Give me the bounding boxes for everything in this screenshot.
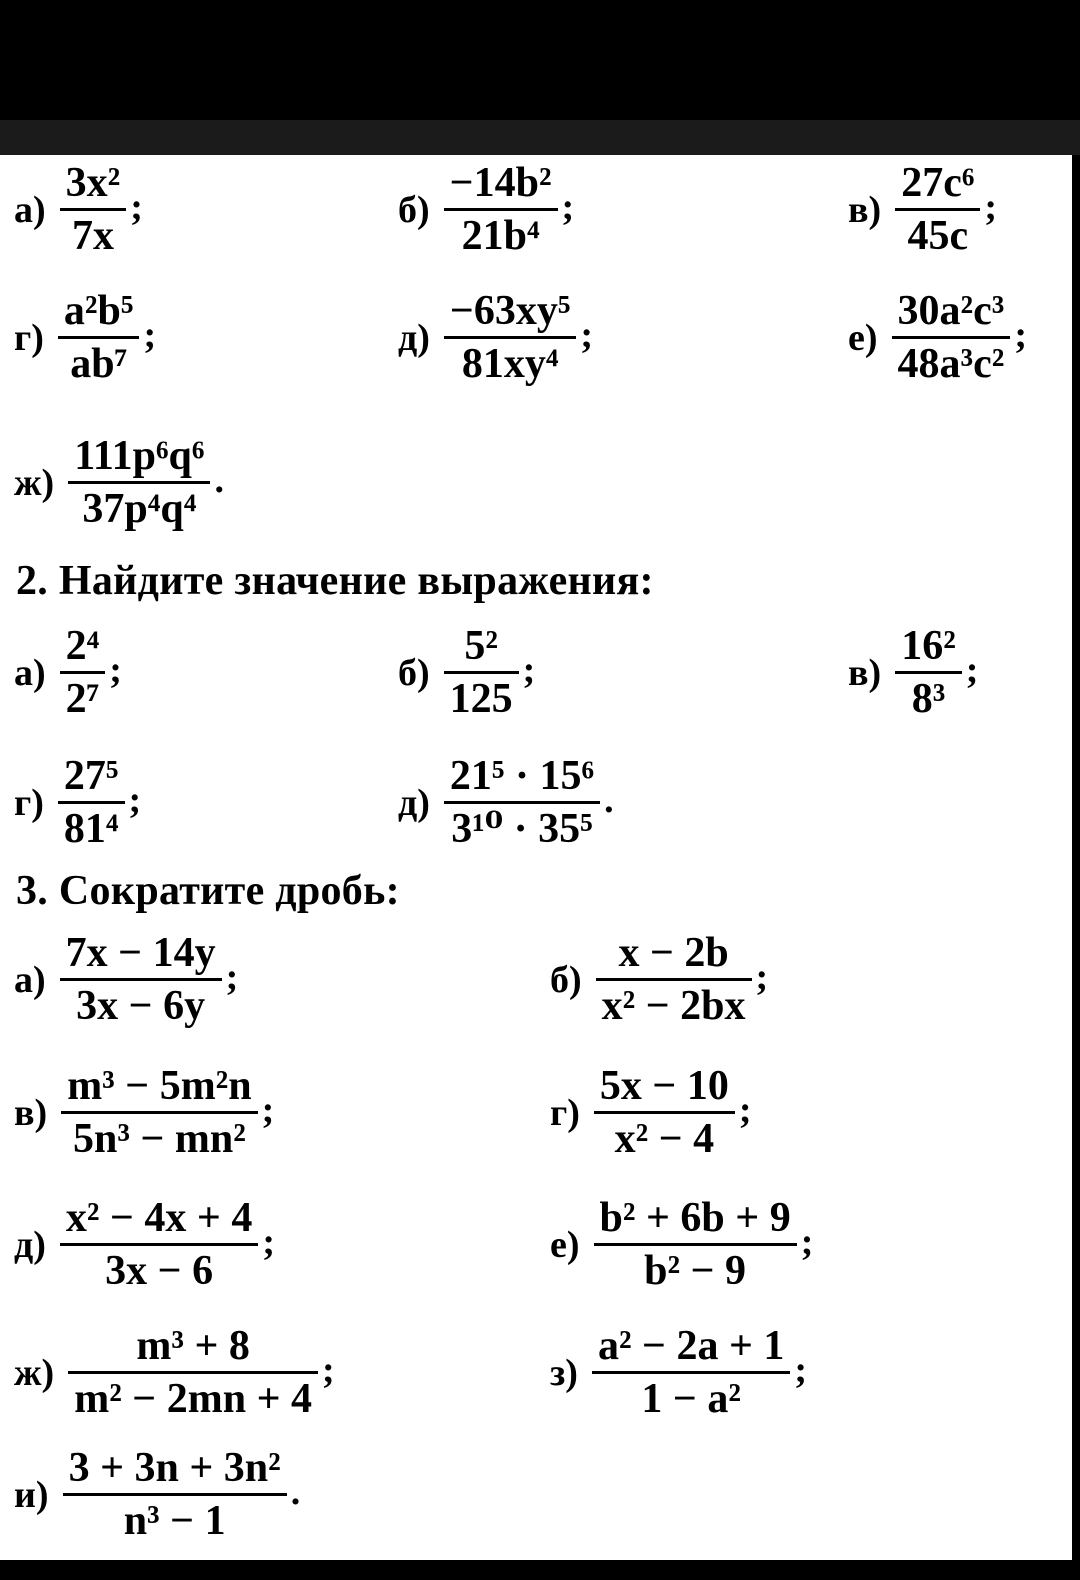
numerator: x − 2b <box>618 930 729 976</box>
numerator: 27⁵ <box>63 753 119 799</box>
worksheet-page <box>0 155 1072 1560</box>
s3-item-g <box>550 1063 752 1162</box>
s1-item-v <box>848 160 997 259</box>
punctuation: ; <box>1014 313 1028 356</box>
numerator: 3x² <box>65 160 121 206</box>
item-label: ж) <box>14 461 55 504</box>
s1-item-e <box>848 288 1027 387</box>
punctuation: ; <box>580 313 594 356</box>
s2-item-a <box>14 623 122 722</box>
punctuation: ; <box>794 1348 808 1391</box>
numerator: 5x − 10 <box>599 1063 729 1109</box>
item-label: д) <box>398 316 430 359</box>
fraction <box>60 623 106 722</box>
fraction <box>58 288 140 387</box>
denominator: 45c <box>907 213 969 259</box>
fraction-bar <box>58 336 140 339</box>
punctuation: ; <box>128 778 142 821</box>
fraction <box>68 433 210 532</box>
numerator: m³ − 5m²n <box>67 1063 252 1109</box>
fraction-bar <box>60 1243 258 1246</box>
numerator: 111p⁶q⁶ <box>74 433 205 479</box>
denominator: x² − 4 <box>614 1116 715 1162</box>
numerator: 30a²c³ <box>897 288 1005 334</box>
item-label: е) <box>848 316 878 359</box>
numerator: a² − 2a + 1 <box>597 1323 785 1369</box>
fraction-bar <box>60 671 106 674</box>
denominator: b² − 9 <box>644 1248 747 1294</box>
top-dark-band <box>0 120 1080 155</box>
fraction-bar <box>592 1371 790 1374</box>
fraction-bar <box>60 208 127 211</box>
fraction <box>895 160 980 259</box>
s3-item-d <box>14 1195 275 1294</box>
s1-item-d <box>398 288 593 387</box>
fraction <box>592 1323 790 1422</box>
numerator: 3 + 3n + 3n² <box>68 1445 281 1491</box>
punctuation: . <box>290 1470 301 1513</box>
s1-item-a <box>14 160 143 259</box>
fraction-bar <box>444 208 558 211</box>
bottom-dark-band <box>0 1560 1080 1580</box>
item-label: в) <box>848 188 882 231</box>
item-label: а) <box>14 958 46 1001</box>
item-label: в) <box>848 651 882 694</box>
numerator: 7x − 14y <box>65 930 216 976</box>
denominator: 21b⁴ <box>461 213 540 259</box>
numerator: b² + 6b + 9 <box>599 1195 791 1241</box>
s3-item-i <box>14 1445 300 1544</box>
denominator: x² − 2bx <box>601 983 746 1029</box>
item-label: г) <box>14 316 44 359</box>
numerator: m³ + 8 <box>136 1323 250 1369</box>
fraction <box>444 288 577 387</box>
section3-heading: 3. Сократите дробь: <box>16 868 400 914</box>
fraction-bar <box>596 978 752 981</box>
fraction-bar <box>63 1493 287 1496</box>
denominator: 1 − a² <box>641 1376 741 1422</box>
fraction-bar <box>895 208 980 211</box>
denominator: 125 <box>449 676 513 722</box>
numerator: −63xy⁵ <box>449 288 571 334</box>
numerator: x² − 4x + 4 <box>65 1195 253 1241</box>
numerator: −14b² <box>449 160 552 206</box>
punctuation: ; <box>984 185 998 228</box>
fraction <box>60 930 222 1029</box>
punctuation: ; <box>130 185 143 228</box>
fraction-bar <box>594 1111 735 1114</box>
s3-item-e <box>550 1195 813 1294</box>
s3-item-a <box>14 930 238 1029</box>
denominator: 2⁷ <box>65 676 100 722</box>
s1-item-g <box>14 288 156 387</box>
denominator: 37p⁴q⁴ <box>82 486 197 532</box>
fraction <box>596 930 752 1029</box>
punctuation: . <box>214 458 224 501</box>
fraction <box>444 160 558 259</box>
punctuation: ; <box>262 1220 276 1263</box>
s1-item-b <box>398 160 574 259</box>
fraction <box>58 753 125 852</box>
punctuation: ; <box>755 955 769 998</box>
fraction-bar <box>60 978 222 981</box>
item-label: е) <box>550 1223 580 1266</box>
punctuation: ; <box>561 185 575 228</box>
fraction-bar <box>61 1111 257 1114</box>
s2-item-v <box>848 623 978 722</box>
item-label: з) <box>550 1351 578 1394</box>
s3-item-z <box>550 1323 807 1422</box>
fraction <box>895 623 962 722</box>
item-label: г) <box>14 781 44 824</box>
punctuation: ; <box>322 1348 335 1391</box>
denominator: ab⁷ <box>70 341 128 387</box>
s2-item-g <box>14 753 141 852</box>
punctuation: ; <box>800 1220 814 1263</box>
fraction <box>892 288 1011 387</box>
punctuation: ; <box>143 313 157 356</box>
fraction-bar <box>892 336 1011 339</box>
denominator: m² − 2mn + 4 <box>74 1376 313 1422</box>
denominator: 81⁴ <box>63 806 119 852</box>
s3-item-v <box>14 1063 274 1162</box>
item-label: ж) <box>14 1351 55 1394</box>
s2-item-d <box>398 753 614 852</box>
fraction-bar <box>58 801 125 804</box>
denominator: n³ − 1 <box>123 1498 226 1544</box>
punctuation: . <box>604 778 614 821</box>
s1-item-zh <box>14 433 224 532</box>
fraction-bar <box>895 671 962 674</box>
fraction <box>594 1195 797 1294</box>
numerator: 2⁴ <box>65 623 100 669</box>
numerator: a²b⁵ <box>63 288 134 334</box>
item-label: б) <box>398 188 430 231</box>
fraction <box>60 1195 258 1294</box>
s2-item-b <box>398 623 535 722</box>
item-label: д) <box>398 781 430 824</box>
item-label: г) <box>550 1091 580 1134</box>
punctuation: ; <box>965 648 979 691</box>
numerator: 5² <box>464 623 498 669</box>
fraction-bar <box>68 1371 318 1374</box>
denominator: 3x − 6 <box>105 1248 214 1294</box>
fraction <box>60 160 127 259</box>
numerator: 27c⁶ <box>901 160 975 206</box>
denominator: 3x − 6y <box>76 983 206 1029</box>
fraction <box>444 753 600 852</box>
s3-item-zh <box>14 1323 335 1422</box>
fraction <box>68 1323 318 1422</box>
denominator: 81xy⁴ <box>461 341 559 387</box>
denominator: 7x <box>71 213 114 259</box>
item-label: а) <box>14 651 46 694</box>
denominator: 3¹⁰ · 35⁵ <box>451 806 593 852</box>
item-label: и) <box>14 1473 49 1516</box>
fraction-bar <box>444 671 519 674</box>
item-label: б) <box>550 958 582 1001</box>
denominator: 48a³c² <box>897 341 1005 387</box>
punctuation: ; <box>109 648 122 691</box>
fraction-bar <box>444 336 577 339</box>
denominator: 5n³ − mn² <box>73 1116 246 1162</box>
numerator: 16² <box>901 623 956 669</box>
punctuation: ; <box>738 1088 752 1131</box>
s3-item-b <box>550 930 768 1029</box>
fraction <box>61 1063 257 1162</box>
fraction-bar <box>594 1243 797 1246</box>
punctuation: ; <box>522 648 536 691</box>
numerator: 21⁵ · 15⁶ <box>449 753 595 799</box>
punctuation: ; <box>225 955 239 998</box>
item-label: б) <box>398 651 430 694</box>
fraction <box>63 1445 287 1544</box>
item-label: в) <box>14 1091 48 1134</box>
item-label: а) <box>14 188 46 231</box>
item-label: д) <box>14 1223 46 1266</box>
fraction <box>444 623 519 722</box>
punctuation: ; <box>261 1088 275 1131</box>
denominator: 8³ <box>911 676 946 722</box>
fraction-bar <box>68 481 210 484</box>
fraction-bar <box>444 801 600 804</box>
fraction <box>594 1063 735 1162</box>
section2-heading: 2. Найдите значение выражения: <box>16 558 654 604</box>
